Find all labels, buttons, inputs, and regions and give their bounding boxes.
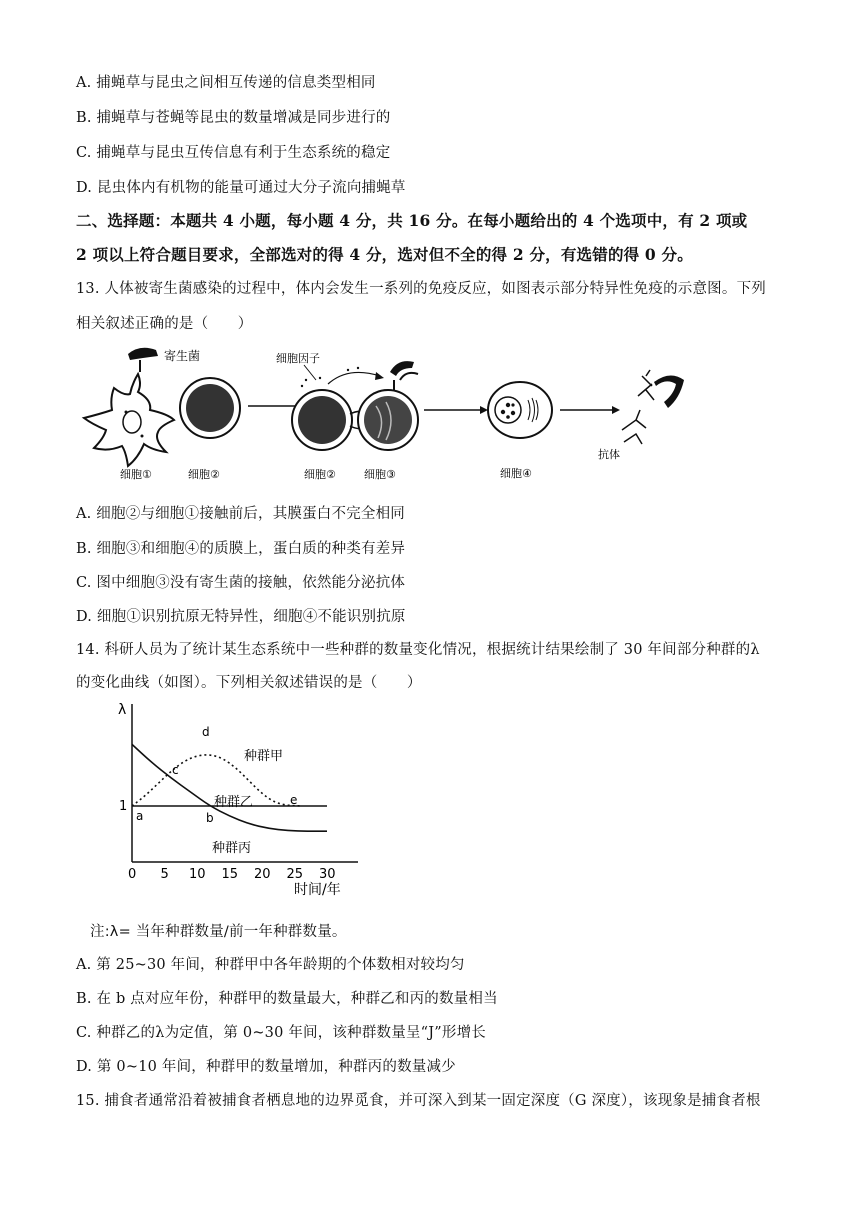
- q14-option-c: C. 种群乙的λ为定值，第 0~30 年间，该种群数量呈“J”形增长: [76, 1025, 486, 1041]
- chart-note: 注:λ= 当年种群数量/前一年种群数量。: [90, 924, 347, 940]
- cell2-label: 细胞②: [188, 468, 220, 481]
- cell2-nucleus: [186, 384, 234, 432]
- q12-option-a: A. 捕蝇草与昆虫之间相互传递的信息类型相同: [76, 75, 376, 91]
- x-tick-label: 5: [160, 867, 169, 882]
- q14-option-d: D. 第 0~10 年间，种群甲的数量增加，种群丙的数量减少: [76, 1059, 456, 1075]
- q14-stem-line2: 的变化曲线（如图）。下列相关叙述错误的是（ ）: [76, 675, 422, 691]
- q12-option-d: D. 昆虫体内有机物的能量可通过大分子流向捕蝇草: [76, 180, 406, 196]
- series-label-jia: 种群甲: [244, 749, 284, 764]
- x-tick-label: 0: [128, 867, 137, 882]
- lambda-chart: [108, 700, 368, 900]
- cell3-label: 细胞③: [364, 468, 396, 481]
- x-tick-label: 10: [189, 867, 206, 882]
- series-label-yi: 种群乙: [214, 795, 254, 810]
- q13-option-b: B. 细胞③和细胞④的质膜上，蛋白质的种类有差异: [76, 541, 406, 557]
- y-tick-1: 1: [119, 799, 128, 814]
- q15-stem-line1: 15. 捕食者通常沿着被捕食者栖息地的边界觅食，并可深入到某一固定深度（G 深度），该现象是捕食者根: [76, 1093, 761, 1109]
- q13-stem-line1: 13. 人体被寄生菌感染的过程中，体内会发生一系列的免疫反应，如图表示部分特异性免疫的示意图。下列: [76, 281, 766, 297]
- q12-option-b: B. 捕蝇草与苍蝇等昆虫的数量增减是同步进行的: [76, 110, 391, 126]
- q13-option-d: D. 细胞①识别抗原无特异性，细胞④不能识别抗原: [76, 609, 406, 625]
- q14-stem-line1: 14. 科研人员为了统计某生态系统中一些种群的数量变化情况，根据统计结果绘制了 30 年间部分种群的λ: [76, 642, 760, 658]
- cytokine-label: 细胞因子: [276, 352, 320, 365]
- x-tick-label: 30: [319, 867, 336, 882]
- q13-stem-line2: 相关叙述正确的是（ ）: [76, 316, 253, 332]
- q12-option-c: C. 捕蝇草与昆虫互传信息有利于生态系统的稳定: [76, 145, 391, 161]
- point-label-c: c: [172, 763, 179, 777]
- q14-option-b: B. 在 b 点对应年份，种群甲的数量最大，种群乙和丙的数量相当: [76, 991, 498, 1007]
- series-layer: [132, 744, 327, 831]
- y-axis-label: λ: [118, 702, 127, 718]
- series-label-bing: 种群丙: [212, 841, 252, 856]
- q13-option-c: C. 图中细胞③没有寄生菌的接触，依然能分泌抗体: [76, 575, 406, 591]
- section2-heading-line2: 2 项以上符合题目要求，全部选对的得 4 分，选对但不全的得 2 分，有选错的得 0 分。: [76, 245, 693, 264]
- antibody-label: 抗体: [598, 448, 620, 461]
- q13-option-a: A. 细胞②与细胞①接触前后，其膜蛋白不完全相同: [76, 506, 405, 522]
- cell4-label: 细胞④: [500, 467, 532, 480]
- pathogen-label: 寄生菌: [164, 349, 201, 363]
- cell1-label: 细胞①: [120, 468, 152, 481]
- point-label-d: d: [202, 725, 210, 739]
- section2-heading-line1: 二、选择题：本题共 4 小题，每小题 4 分，共 16 分。在每小题给出的 4 个选项中，有 2 项或: [76, 211, 748, 230]
- cell2b-label: 细胞②: [304, 468, 336, 481]
- immune-response-diagram: [80, 340, 720, 490]
- pathogen-shape: [128, 348, 158, 372]
- point-label-e: e: [290, 793, 298, 807]
- x-tick-label: 25: [286, 867, 304, 882]
- point-label-b: b: [206, 811, 214, 825]
- point-label-a: a: [136, 809, 144, 823]
- q14-option-a: A. 第 25~30 年间，种群甲中各年龄期的个体数相对较均匀: [76, 957, 465, 973]
- x-tick-label: 20: [254, 867, 271, 882]
- x-tick-label: 15: [221, 867, 239, 882]
- x-ticks: [128, 867, 336, 882]
- x-axis-label: 时间/年: [294, 882, 341, 898]
- series-line-3: [132, 744, 327, 831]
